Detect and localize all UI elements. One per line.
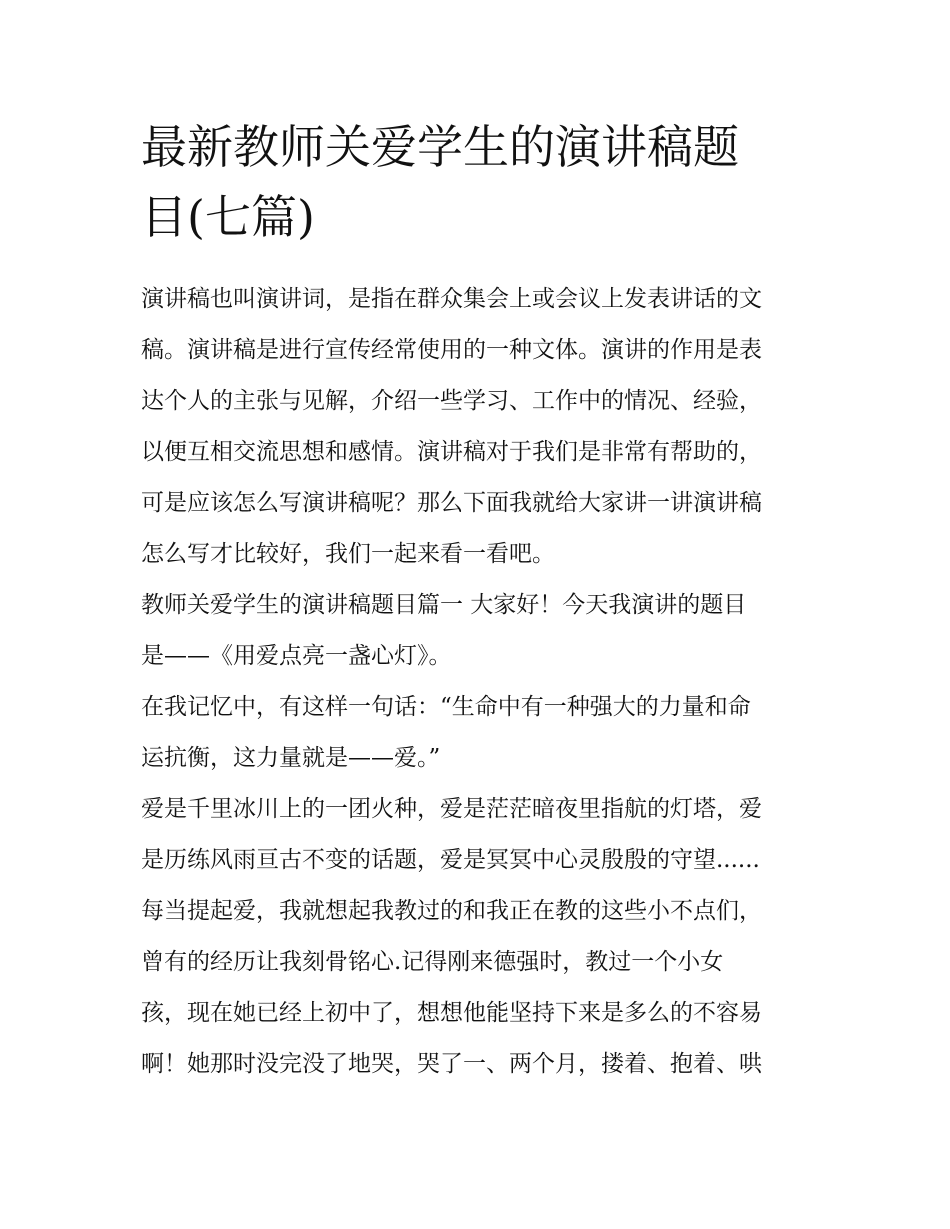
title-line: 目(七篇) (141, 190, 315, 244)
text-line: 可是应该怎么写演讲稿呢？那么下面我就给大家讲一讲演讲稿 (141, 490, 762, 516)
text-line: 演讲稿也叫演讲词，是指在群众集会上或会议上发表讲话的文 (141, 286, 762, 312)
title-line: 最新教师关爱学生的演讲稿题 (141, 120, 739, 174)
text-line: 教师关爱学生的演讲稿题目篇一 大家好！今天我演讲的题目 (141, 592, 747, 618)
text-line: 曾有的经历让我刻骨铭心.记得刚来德强时，教过一个小女 (141, 949, 724, 975)
document-title (141, 112, 813, 252)
document-content (141, 112, 813, 1090)
text-line: 是——《用爱点亮一盏心灯》。 (141, 643, 452, 669)
text-line: 每当提起爱，我就想起我教过的和我正在教的这些小不点们， (141, 898, 762, 924)
text-line: 以便互相交流思想和感情。演讲稿对于我们是非常有帮助的， (141, 439, 762, 465)
text-line: 运抗衡，这力量就是——爱。” (141, 745, 441, 771)
intro-paragraph (141, 274, 813, 580)
section-heading-paragraph (141, 580, 813, 682)
body-paragraph (141, 784, 813, 1090)
text-line: 达个人的主张与见解，介绍一些学习、工作中的情况、经验， (141, 388, 762, 414)
text-line: 是历练风雨亘古不变的话题，爱是冥冥中心灵殷殷的守望...... (141, 847, 760, 873)
text-line: 在我记忆中，有这样一句话：“生命中有一种强大的力量和命 (141, 694, 751, 720)
text-line: 爱是千里冰川上的一团火种，爱是茫茫暗夜里指航的灯塔，爱 (141, 796, 762, 822)
text-line: 怎么写才比较好，我们一起来看一看吧。 (141, 541, 555, 567)
text-line: 孩，现在她已经上初中了，想想他能坚持下来是多么的不容易 (141, 1000, 762, 1026)
quote-paragraph (141, 682, 813, 784)
text-line: 啊！她那时没完没了地哭，哭了一、两个月，搂着、抱着、哄 (141, 1051, 762, 1077)
text-line: 稿。演讲稿是进行宣传经常使用的一种文体。演讲的作用是表 (141, 337, 762, 363)
